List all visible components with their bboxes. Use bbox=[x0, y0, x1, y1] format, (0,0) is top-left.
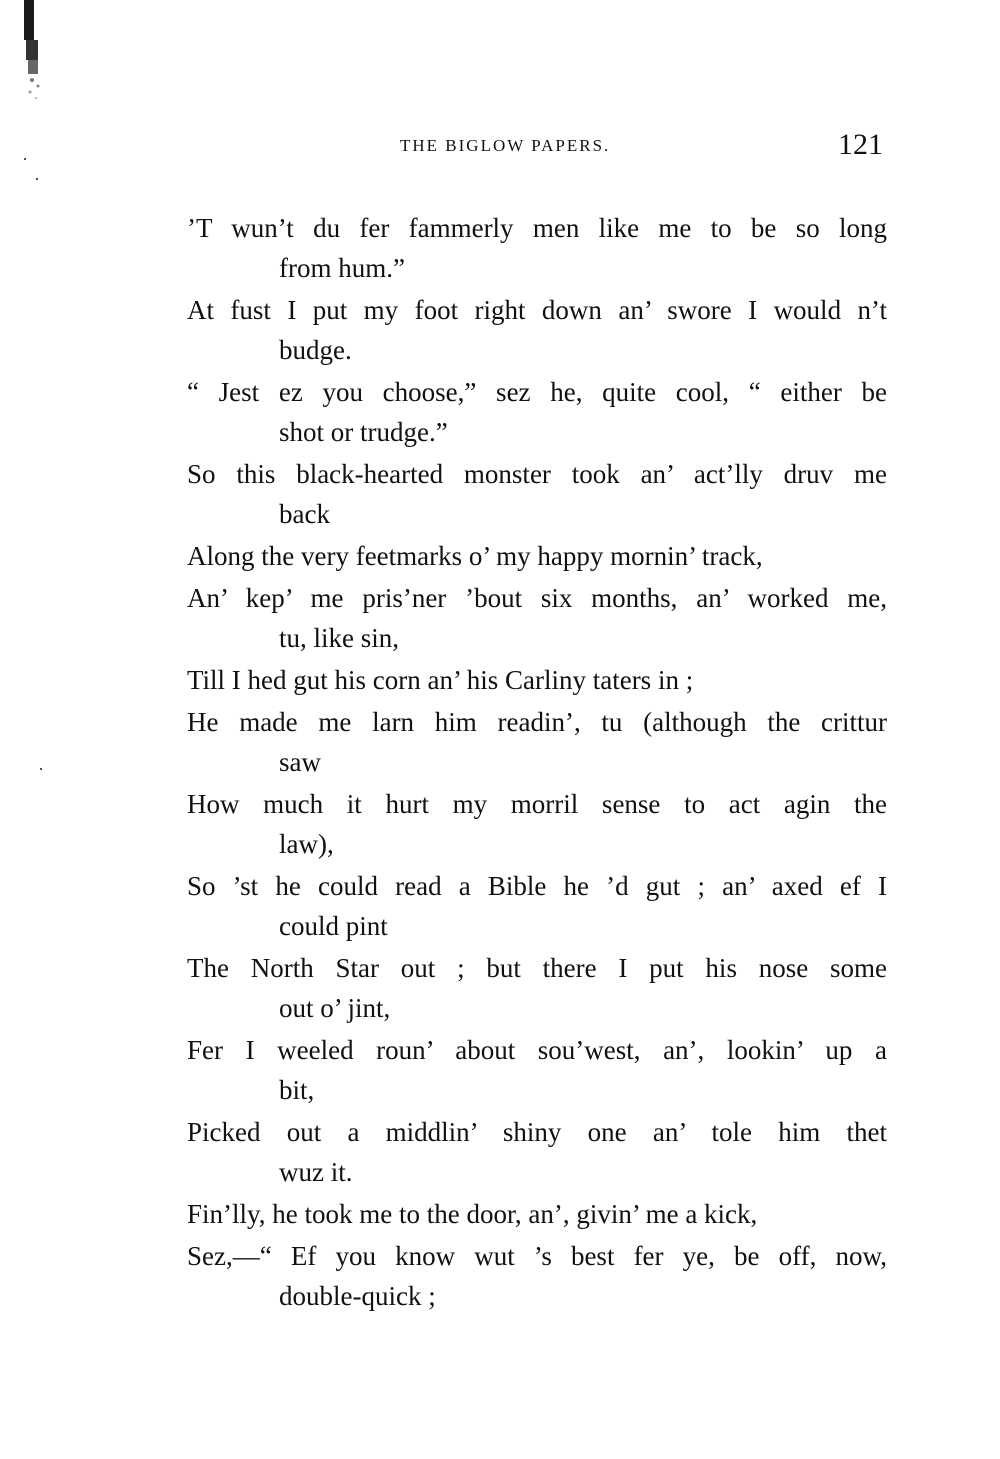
verse-first-line: So this black-hearted monster took an’ act’lly druv me bbox=[187, 459, 887, 489]
verse-line bbox=[187, 208, 887, 288]
poem-text bbox=[187, 208, 887, 1318]
verse-first-line: Along the very feetmarks o’ my happy mornin’ track, bbox=[187, 541, 763, 571]
verse-line bbox=[187, 1112, 887, 1192]
verse-continuation: out o’ jint, bbox=[279, 993, 391, 1023]
running-title: THE BIGLOW PAPERS. bbox=[400, 136, 611, 155]
verse-first-line: Fer I weeled roun’ about sou’west, an’, lookin’ up a bbox=[187, 1035, 887, 1065]
scan-speck bbox=[36, 178, 38, 180]
verse-continuation: tu, like sin, bbox=[279, 623, 399, 653]
verse-first-line: The North Star out ; but there I put his nose some bbox=[187, 953, 887, 983]
verse-line bbox=[187, 372, 887, 452]
verse-first-line: He made me larn him readin’, tu (although the crittur bbox=[187, 707, 887, 737]
verse-continuation: back bbox=[279, 499, 330, 529]
verse-line bbox=[187, 578, 887, 658]
scan-edge-shading bbox=[18, 0, 58, 110]
verse-continuation: shot or trudge.” bbox=[279, 417, 448, 447]
verse-line bbox=[187, 1030, 887, 1110]
verse-line bbox=[187, 948, 887, 1028]
verse-first-line: How much it hurt my morril sense to act agin the bbox=[187, 789, 887, 819]
scan-speck bbox=[24, 158, 26, 160]
scan-edge-artifact bbox=[18, 0, 58, 110]
verse-first-line: Till I hed gut his corn an’ his Carliny taters in ; bbox=[187, 665, 694, 695]
verse-line bbox=[187, 660, 887, 700]
verse-first-line: So ’st he could read a Bible he ’d gut ; an’ axed ef I bbox=[187, 871, 887, 901]
verse-first-line: An’ kep’ me pris’ner ’bout six months, an’ worked me, bbox=[187, 583, 887, 613]
verse-continuation: saw bbox=[279, 747, 321, 777]
verse-line bbox=[187, 866, 887, 946]
verse-line bbox=[187, 290, 887, 370]
verse-first-line: At fust I put my foot right down an’ swore I would n’t bbox=[187, 295, 887, 325]
verse-continuation: from hum.” bbox=[279, 253, 405, 283]
verse-line bbox=[187, 702, 887, 782]
verse-continuation: double-quick ; bbox=[279, 1281, 436, 1311]
verse-first-line: ’T wun’t du fer fammerly men like me to be so long bbox=[187, 213, 887, 243]
verse-line bbox=[187, 454, 887, 534]
verse-continuation: could pint bbox=[279, 911, 388, 941]
verse-continuation: law), bbox=[279, 829, 334, 859]
verse-continuation: wuz it. bbox=[279, 1157, 353, 1187]
verse-continuation: bit, bbox=[279, 1075, 315, 1105]
verse-continuation: budge. bbox=[279, 335, 352, 365]
verse-line bbox=[187, 1236, 887, 1316]
verse-first-line: Picked out a middlin’ shiny one an’ tole him thet bbox=[187, 1117, 887, 1147]
scan-speck bbox=[40, 768, 42, 770]
verse-line bbox=[187, 536, 887, 576]
verse-line bbox=[187, 784, 887, 864]
verse-first-line: Fin’lly, he took me to the door, an’, givin’ me a kick, bbox=[187, 1199, 758, 1229]
verse-first-line: “ Jest ez you choose,” sez he, quite cool, “ either be bbox=[187, 377, 887, 407]
verse-line bbox=[187, 1194, 887, 1234]
verse-first-line: Sez,—“ Ef you know wut ’s best fer ye, be off, now, bbox=[187, 1241, 887, 1271]
page-number: 121 bbox=[838, 128, 883, 161]
